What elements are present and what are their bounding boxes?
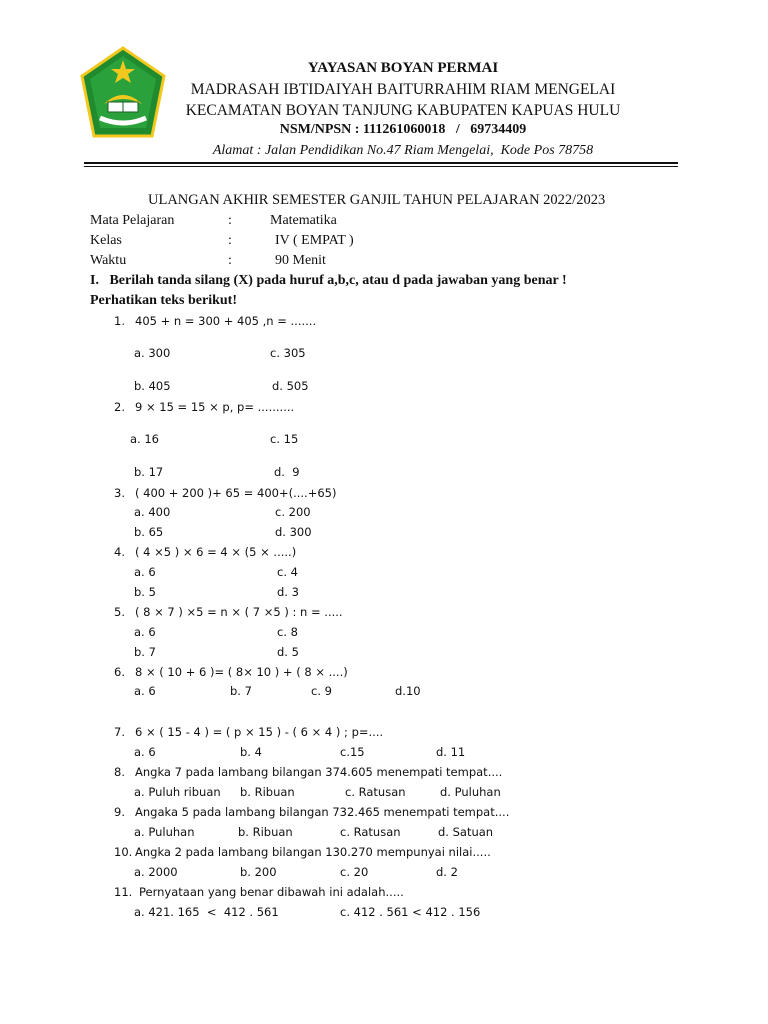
exam-title: ULANGAN AKHIR SEMESTER GANJIL TAHUN PELAJARAN 2022/2023 — [148, 192, 606, 208]
option-a[interactable]: a. 6 — [134, 684, 156, 698]
meta-value-subject: Matematika — [270, 213, 337, 228]
question-number: 2. — [114, 400, 125, 414]
question-number: 7. — [114, 725, 125, 739]
option-c[interactable]: c. 4 — [277, 565, 298, 579]
option-c[interactable]: c. 15 — [270, 432, 299, 446]
question-number: 6. — [114, 665, 125, 679]
option-d[interactable]: d. 505 — [272, 379, 309, 393]
question-text: 405 + n = 300 + 405 ,n = ....... — [135, 314, 317, 328]
question-number: 8. — [114, 765, 125, 779]
foundation-name: YAYASAN BOYAN PERMAI — [307, 60, 499, 76]
option-a[interactable]: a. 400 — [134, 505, 171, 519]
option-a[interactable]: a. 6 — [134, 745, 156, 759]
district-line: KECAMATAN BOYAN TANJUNG KABUPATEN KAPUAS HULU — [185, 102, 621, 119]
option-c[interactable]: c. 20 — [340, 865, 369, 879]
question-text: 9 × 15 = 15 × p, p= .......... — [135, 400, 295, 414]
option-c[interactable]: c.15 — [340, 745, 365, 759]
school-name: MADRASAH IBTIDAIYAH BAITURRAHIM RIAM MENGELAI — [190, 81, 616, 98]
question-text: ( 8 × 7 ) ×5 = n × ( 7 ×5 ) : n = ..... — [135, 605, 343, 619]
question-number: 4. — [114, 545, 125, 559]
option-b[interactable]: b. 7 — [230, 684, 252, 698]
option-a[interactable]: a. 6 — [134, 565, 156, 579]
option-d[interactable]: d. 3 — [277, 585, 299, 599]
option-a[interactable]: a. Puluhan — [134, 825, 195, 839]
option-a[interactable]: a. 300 — [134, 346, 171, 360]
question-text: Pernyataan yang benar dibawah ini adalah..... — [139, 885, 404, 899]
option-a[interactable]: a. 421. 165 < 412 . 561 — [134, 905, 279, 919]
option-c[interactable]: c. 200 — [275, 505, 311, 519]
option-d[interactable]: d. Puluhan — [440, 785, 501, 799]
header-divider-thin — [84, 166, 678, 167]
question-text: 8 × ( 10 + 6 )= ( 8× 10 ) + ( 8 × ....) — [135, 665, 348, 679]
option-c[interactable]: c. Ratusan — [340, 825, 401, 839]
question-text: Angka 7 pada lambang bilangan 374.605 menempati tempat.... — [135, 765, 503, 779]
nsm-npsn: NSM/NPSN : 111261060018 / 69734409 — [279, 122, 527, 137]
question-number: 9. — [114, 805, 125, 819]
option-b[interactable]: b. 4 — [240, 745, 262, 759]
school-address: Alamat : Jalan Pendidikan No.47 Riam Mengelai, Kode Pos 78758 — [212, 143, 594, 158]
option-d[interactable]: d. 2 — [436, 865, 458, 879]
option-d[interactable]: d. Satuan — [438, 825, 494, 839]
meta-label-subject: Mata Pelajaran — [90, 213, 175, 228]
option-c[interactable]: c. 8 — [277, 625, 298, 639]
question-text: ( 400 + 200 )+ 65 = 400+(....+65) — [135, 486, 337, 500]
option-b[interactable]: b. 200 — [240, 865, 277, 879]
option-d[interactable]: d. 11 — [436, 745, 466, 759]
option-b[interactable]: b. 17 — [134, 465, 164, 479]
option-d[interactable]: d.10 — [395, 684, 421, 698]
note: Perhatikan teks berikut! — [90, 293, 237, 308]
meta-sep-class: : — [228, 233, 232, 248]
option-a[interactable]: a. 16 — [130, 432, 159, 446]
header-divider — [84, 162, 678, 164]
meta-value-class: IV ( EMPAT ) — [275, 233, 354, 248]
option-c[interactable]: c. 9 — [311, 684, 332, 698]
question-text: Angaka 5 pada lambang bilangan 732.465 menempati tempat.... — [135, 805, 510, 819]
instruction: I. Berilah tanda silang (X) pada huruf a,b,c, atau d pada jawaban yang benar ! — [90, 273, 567, 288]
question-number: 3. — [114, 486, 125, 500]
option-b[interactable]: b. 405 — [134, 379, 171, 393]
option-b[interactable]: b. 5 — [134, 585, 156, 599]
option-d[interactable]: d. 5 — [277, 645, 299, 659]
option-b[interactable]: b. 7 — [134, 645, 156, 659]
question-text: Angka 2 pada lambang bilangan 130.270 mempunyai nilai..... — [135, 845, 491, 859]
meta-label-time: Waktu — [90, 253, 127, 268]
option-b[interactable]: b. Ribuan — [240, 785, 295, 799]
option-b[interactable]: b. 65 — [134, 525, 164, 539]
school-logo-emblem — [80, 46, 166, 142]
question-number: 5. — [114, 605, 125, 619]
meta-label-class: Kelas — [90, 233, 122, 248]
option-a[interactable]: a. 2000 — [134, 865, 178, 879]
meta-value-time: 90 Menit — [275, 253, 326, 268]
question-number: 11. — [114, 885, 133, 899]
question-number: 10. — [114, 845, 133, 859]
option-d[interactable]: d. 9 — [274, 465, 300, 479]
meta-sep-subject: : — [228, 213, 232, 228]
option-a[interactable]: a. Puluh ribuan — [134, 785, 221, 799]
question-text: ( 4 ×5 ) × 6 = 4 × (5 × .....) — [135, 545, 297, 559]
meta-sep-time: : — [228, 253, 232, 268]
option-a[interactable]: a. 6 — [134, 625, 156, 639]
option-d[interactable]: d. 300 — [275, 525, 312, 539]
question-text: 6 × ( 15 - 4 ) = ( p × 15 ) - ( 6 × 4 ) ; p=.... — [135, 725, 384, 739]
option-c[interactable]: c. Ratusan — [345, 785, 406, 799]
option-c[interactable]: c. 305 — [270, 346, 306, 360]
question-number: 1. — [114, 314, 125, 328]
option-c[interactable]: c. 412 . 561 < 412 . 156 — [340, 905, 481, 919]
option-b[interactable]: b. Ribuan — [238, 825, 293, 839]
